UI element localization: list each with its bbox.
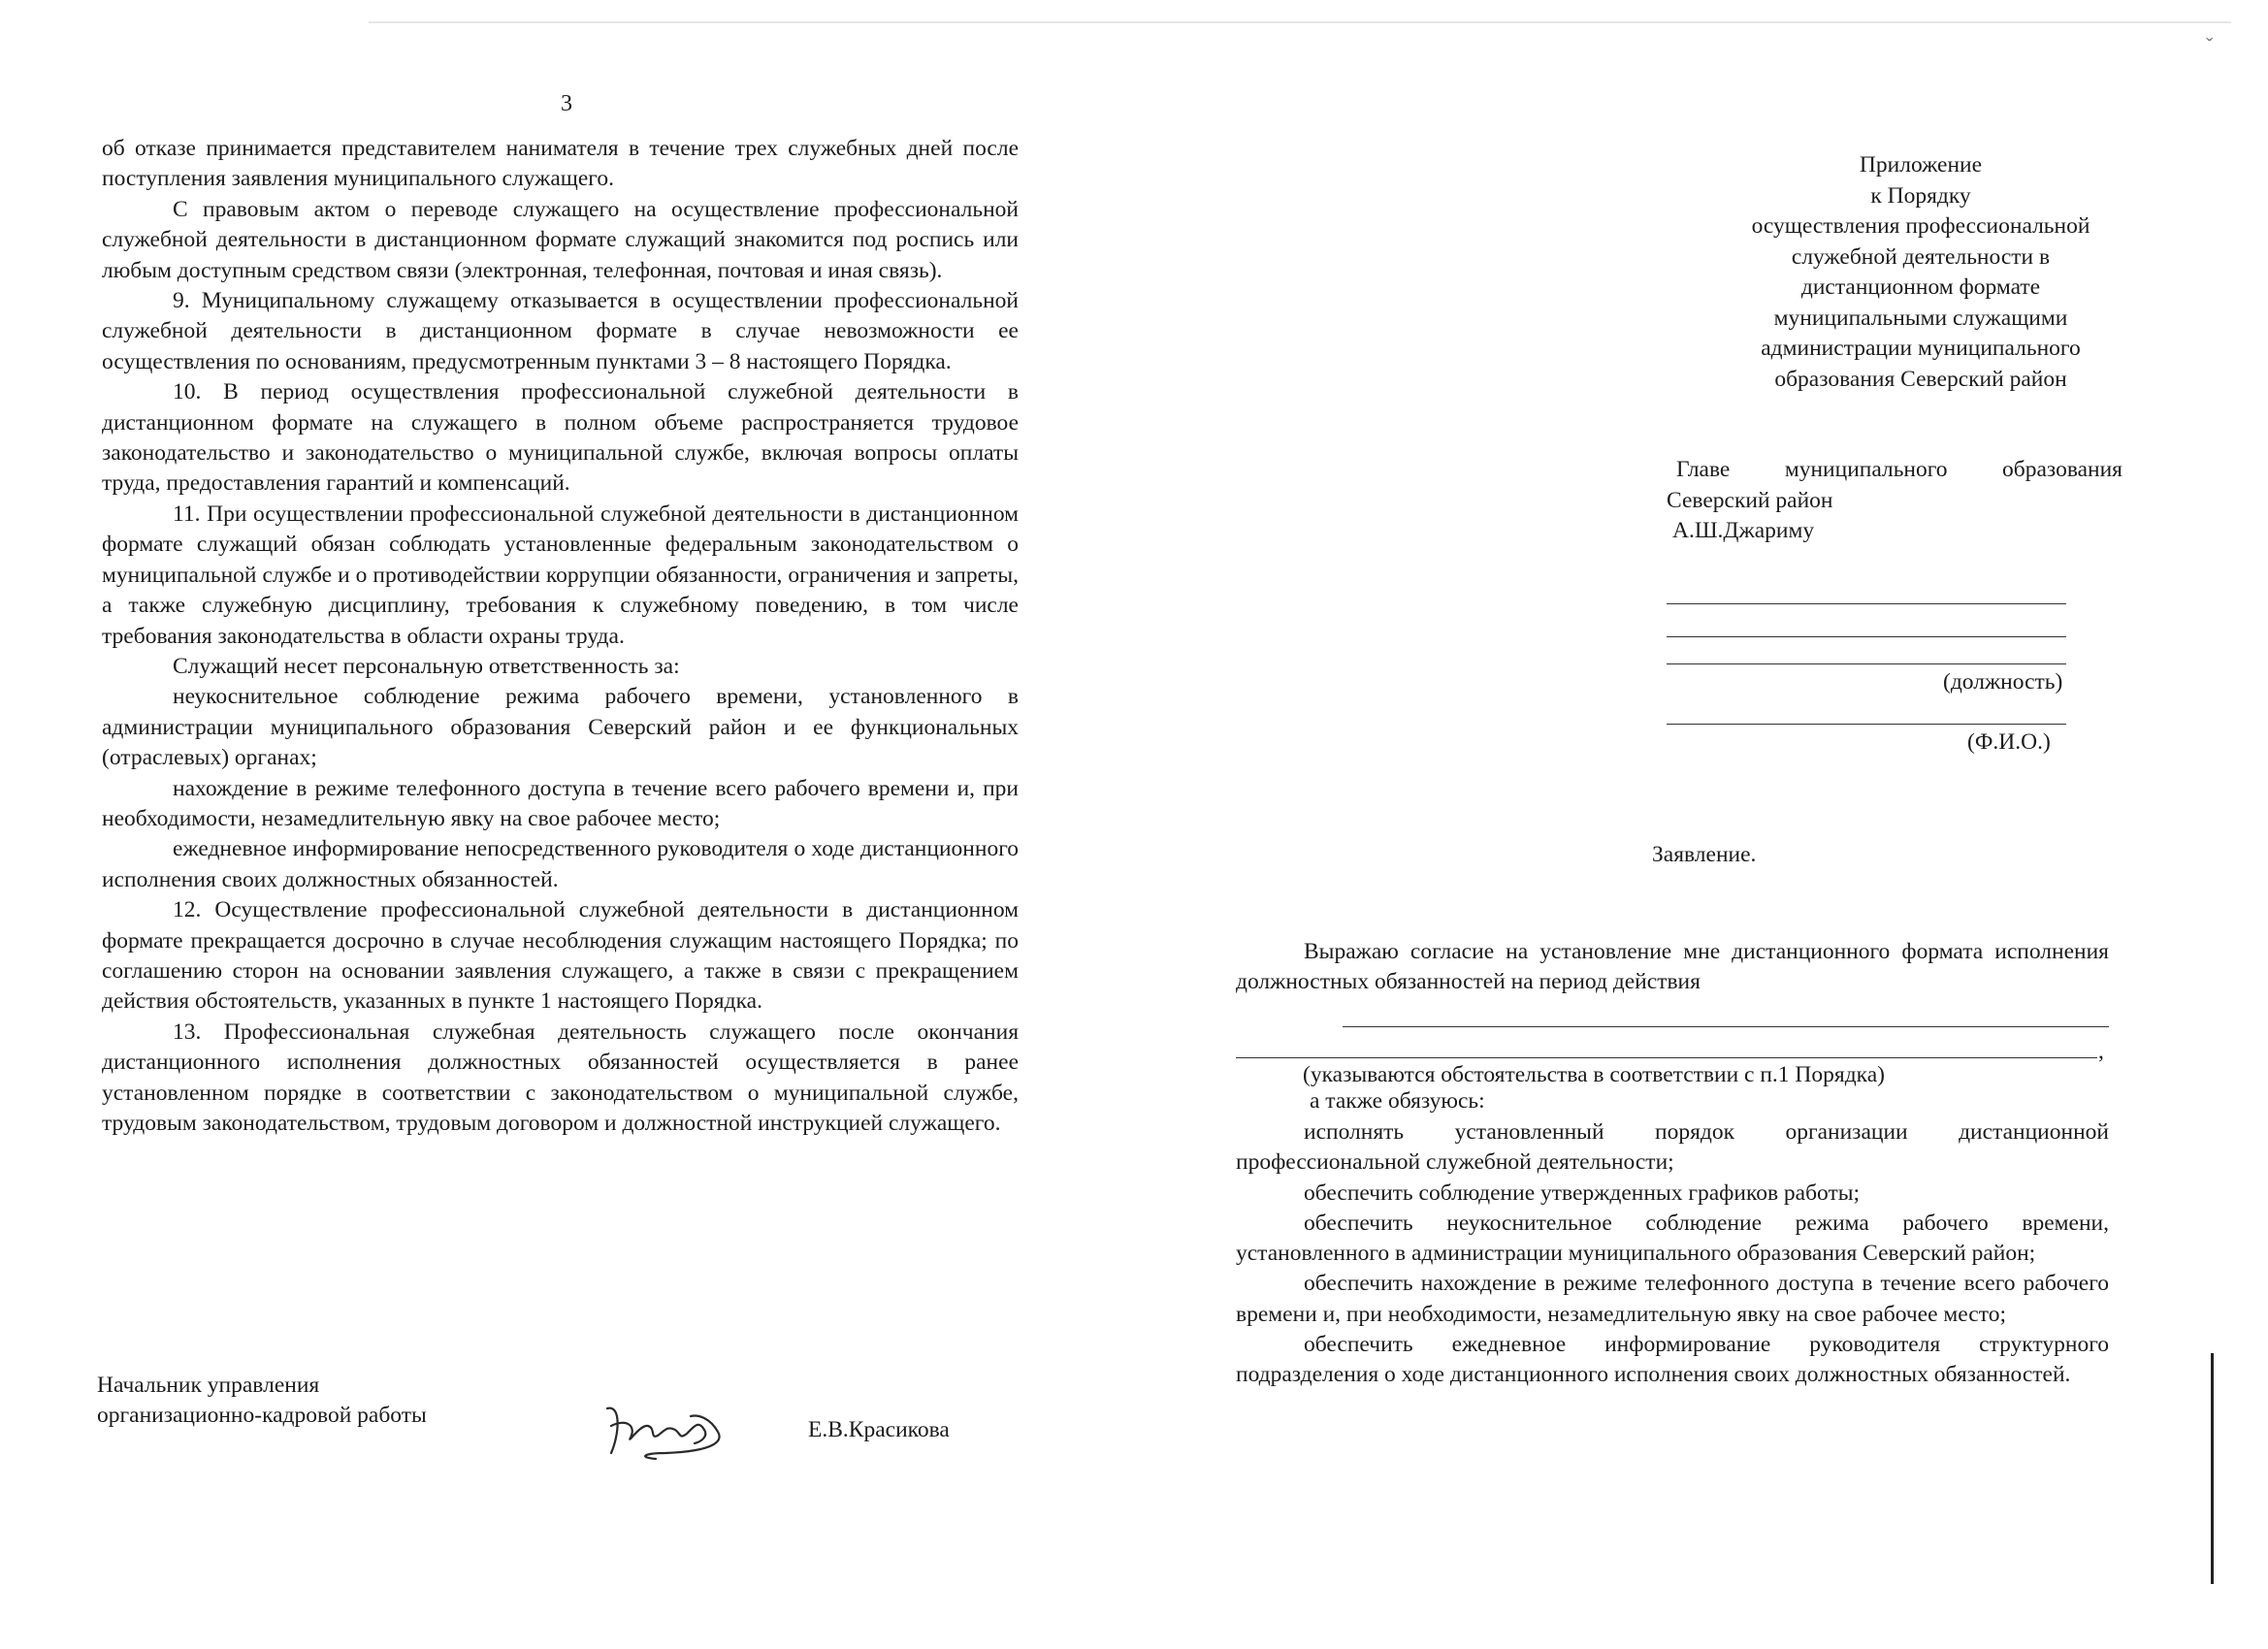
statement-intro: Выражаю согласие на установление мне дистанционного формата исполнения должностных обязанностей на период действия bbox=[1236, 939, 2109, 995]
statement-title: Заявление. bbox=[1652, 842, 1757, 867]
addressee-word: Главе bbox=[1676, 457, 1731, 482]
paragraph-responsibility-phone: нахождение в режиме телефонного доступа в течение всего рабочего времени и, при необходимости, незамедлительную явку на свое рабочее место; bbox=[102, 775, 1019, 831]
paragraph-item-9: 9. Муниципальному служащему отказывается в осуществлении профессиональной служебной деятельности в дистанционном формате в случае невозможности ее осуществления по основаниям, предусмотренным пунктами 3 – 8 настоящего Порядка. bbox=[102, 288, 1019, 374]
obligation-item: обеспечить соблюдение утвержденных графиков работы; bbox=[1304, 1180, 1861, 1206]
appendix-line: служебной деятельности в bbox=[1791, 243, 2051, 270]
statement-note: (указываются обстоятельства в соответствии с п.1 Порядка) bbox=[1303, 1062, 1885, 1087]
scan-corner-mark: ˇ bbox=[2206, 33, 2214, 57]
statement-body bbox=[1236, 937, 2109, 998]
signatory-position-line2: организационно-кадровой работы bbox=[97, 1403, 427, 1428]
paragraph-responsibility-intro: Служащий несет персональную ответственность за: bbox=[173, 653, 680, 679]
page-number: 3 bbox=[561, 91, 572, 116]
appendix-line: образования Северский район bbox=[1774, 366, 2067, 392]
signatory-name: Е.В.Красикова bbox=[808, 1417, 950, 1442]
obligation-item: исполнять установленный порядок организации дистанционной профессиональной служебной деятельности; bbox=[1236, 1119, 2109, 1176]
paragraph-item-13: 13. Профессиональная служебная деятельность служащего после окончания дистанционного исполнения должностных обязанностей осуществляется в ранее установленном порядке в соответствии с законодательством о муниципальной службе, трудовым законодательством, трудовым договором и должностной инструкцией служащего. bbox=[102, 1018, 1019, 1136]
obligation-item: обеспечить ежедневное информирование руководителя структурного подразделения о ходе дистанционного исполнения своих должностных обязанностей. bbox=[1236, 1332, 2109, 1388]
trailing-comma: , bbox=[2098, 1039, 2104, 1064]
blank-line-position-1 bbox=[1667, 603, 2066, 604]
fio-caption: (Ф.И.О.) bbox=[1967, 729, 2051, 755]
appendix-line: осуществления профессиональной bbox=[1751, 213, 2090, 239]
appendix-line: Приложение bbox=[1859, 152, 1983, 178]
position-caption: (должность) bbox=[1943, 669, 2063, 695]
addressee-line2: Северский район bbox=[1667, 487, 1833, 513]
appendix-line: администрации муниципального bbox=[1761, 336, 2081, 361]
left-page-body bbox=[102, 134, 1019, 1139]
addressee-block bbox=[1667, 455, 2122, 547]
statement-obligation: а также обязуюсь: bbox=[1310, 1088, 1485, 1114]
blank-line-period-1 bbox=[1343, 1026, 2109, 1027]
scan-top-edge bbox=[369, 21, 2231, 23]
scan-right-edge-mark bbox=[2211, 1353, 2214, 1584]
paragraph-legal-act: С правовым актом о переводе служащего на осуществление профессиональной служебной деятельности в дистанционном формате служащий знакомится под роспись или любым доступным средством связи (электронная, телефонная, почтовая и иная связь). bbox=[102, 196, 1019, 283]
signatory-position-line1: Начальник управления bbox=[97, 1373, 320, 1398]
appendix-line: муниципальными служащими bbox=[1773, 305, 2068, 331]
blank-line-position-2 bbox=[1667, 636, 2066, 637]
addressee-line1 bbox=[1667, 455, 2122, 486]
handwritten-signature bbox=[598, 1397, 743, 1465]
paragraph-item-12: 12. Осуществление профессиональной служебной деятельности в дистанционном формате прекращается досрочно в случае несоблюдения служащим настоящего Порядка; по соглашению сторон на основании заявления служащего, а также в связи с прекращением действия обстоятельств, указанных в пункте 1 настоящего Порядка. bbox=[102, 897, 1019, 1015]
paragraph-refusal-continuation: об отказе принимается представителем нанимателя в течение трех служебных дней после поступления заявления муниципального служащего. bbox=[102, 136, 1019, 192]
blank-line-position-3 bbox=[1667, 663, 2066, 664]
addressee-word: муниципального bbox=[1784, 457, 1948, 482]
paragraph-responsibility-work-hours: неукоснительное соблюдение режима рабочего времени, установленного в администрации муниципального образования Северский район и ее функциональных (отраслевых) органах; bbox=[102, 684, 1019, 771]
paragraph-responsibility-reporting: ежедневное информирование непосредственного руководителя о ходе дистанционного исполнения своих должностных обязанностей. bbox=[102, 836, 1019, 892]
appendix-line: к Порядку bbox=[1870, 182, 1971, 209]
addressee-word: образования bbox=[2002, 457, 2122, 482]
paragraph-item-10: 10. В период осуществления профессиональной служебной деятельности в дистанционном формате на служащего в полном объеме распространяется трудовое законодательство и законодательство о муниципальной службе, включая вопросы оплаты труда, предоставления гарантий и компенсаций. bbox=[102, 379, 1019, 497]
appendix-header bbox=[1678, 150, 2163, 395]
blank-line-fio bbox=[1667, 724, 2066, 725]
paragraph-item-11: 11. При осуществлении профессиональной служебной деятельности в дистанционном формате служащий обязан соблюдать установленные федеральным законодательством о муниципальной службе и о противодействии коррупции обязанности, ограничения и запреты, а также служебную дисциплину, требования к служебному поведению, в том числе требования законодательства в области охраны труда. bbox=[102, 501, 1019, 649]
addressee-line3: А.Ш.Джариму bbox=[1672, 518, 1815, 543]
obligation-item: обеспечить неукоснительное соблюдение режима рабочего времени, установленного в администрации муниципального образования Северский район; bbox=[1236, 1210, 2109, 1267]
blank-line-period-2 bbox=[1236, 1057, 2097, 1058]
signatory-position bbox=[97, 1371, 427, 1431]
appendix-line: дистанционном формате bbox=[1800, 275, 2041, 300]
obligation-item: обеспечить нахождение в режиме телефонного доступа в течение всего рабочего времени и, при необходимости, незамедлительную явку на свое рабочее место; bbox=[1236, 1271, 2109, 1327]
obligations-list bbox=[1236, 1117, 2109, 1391]
